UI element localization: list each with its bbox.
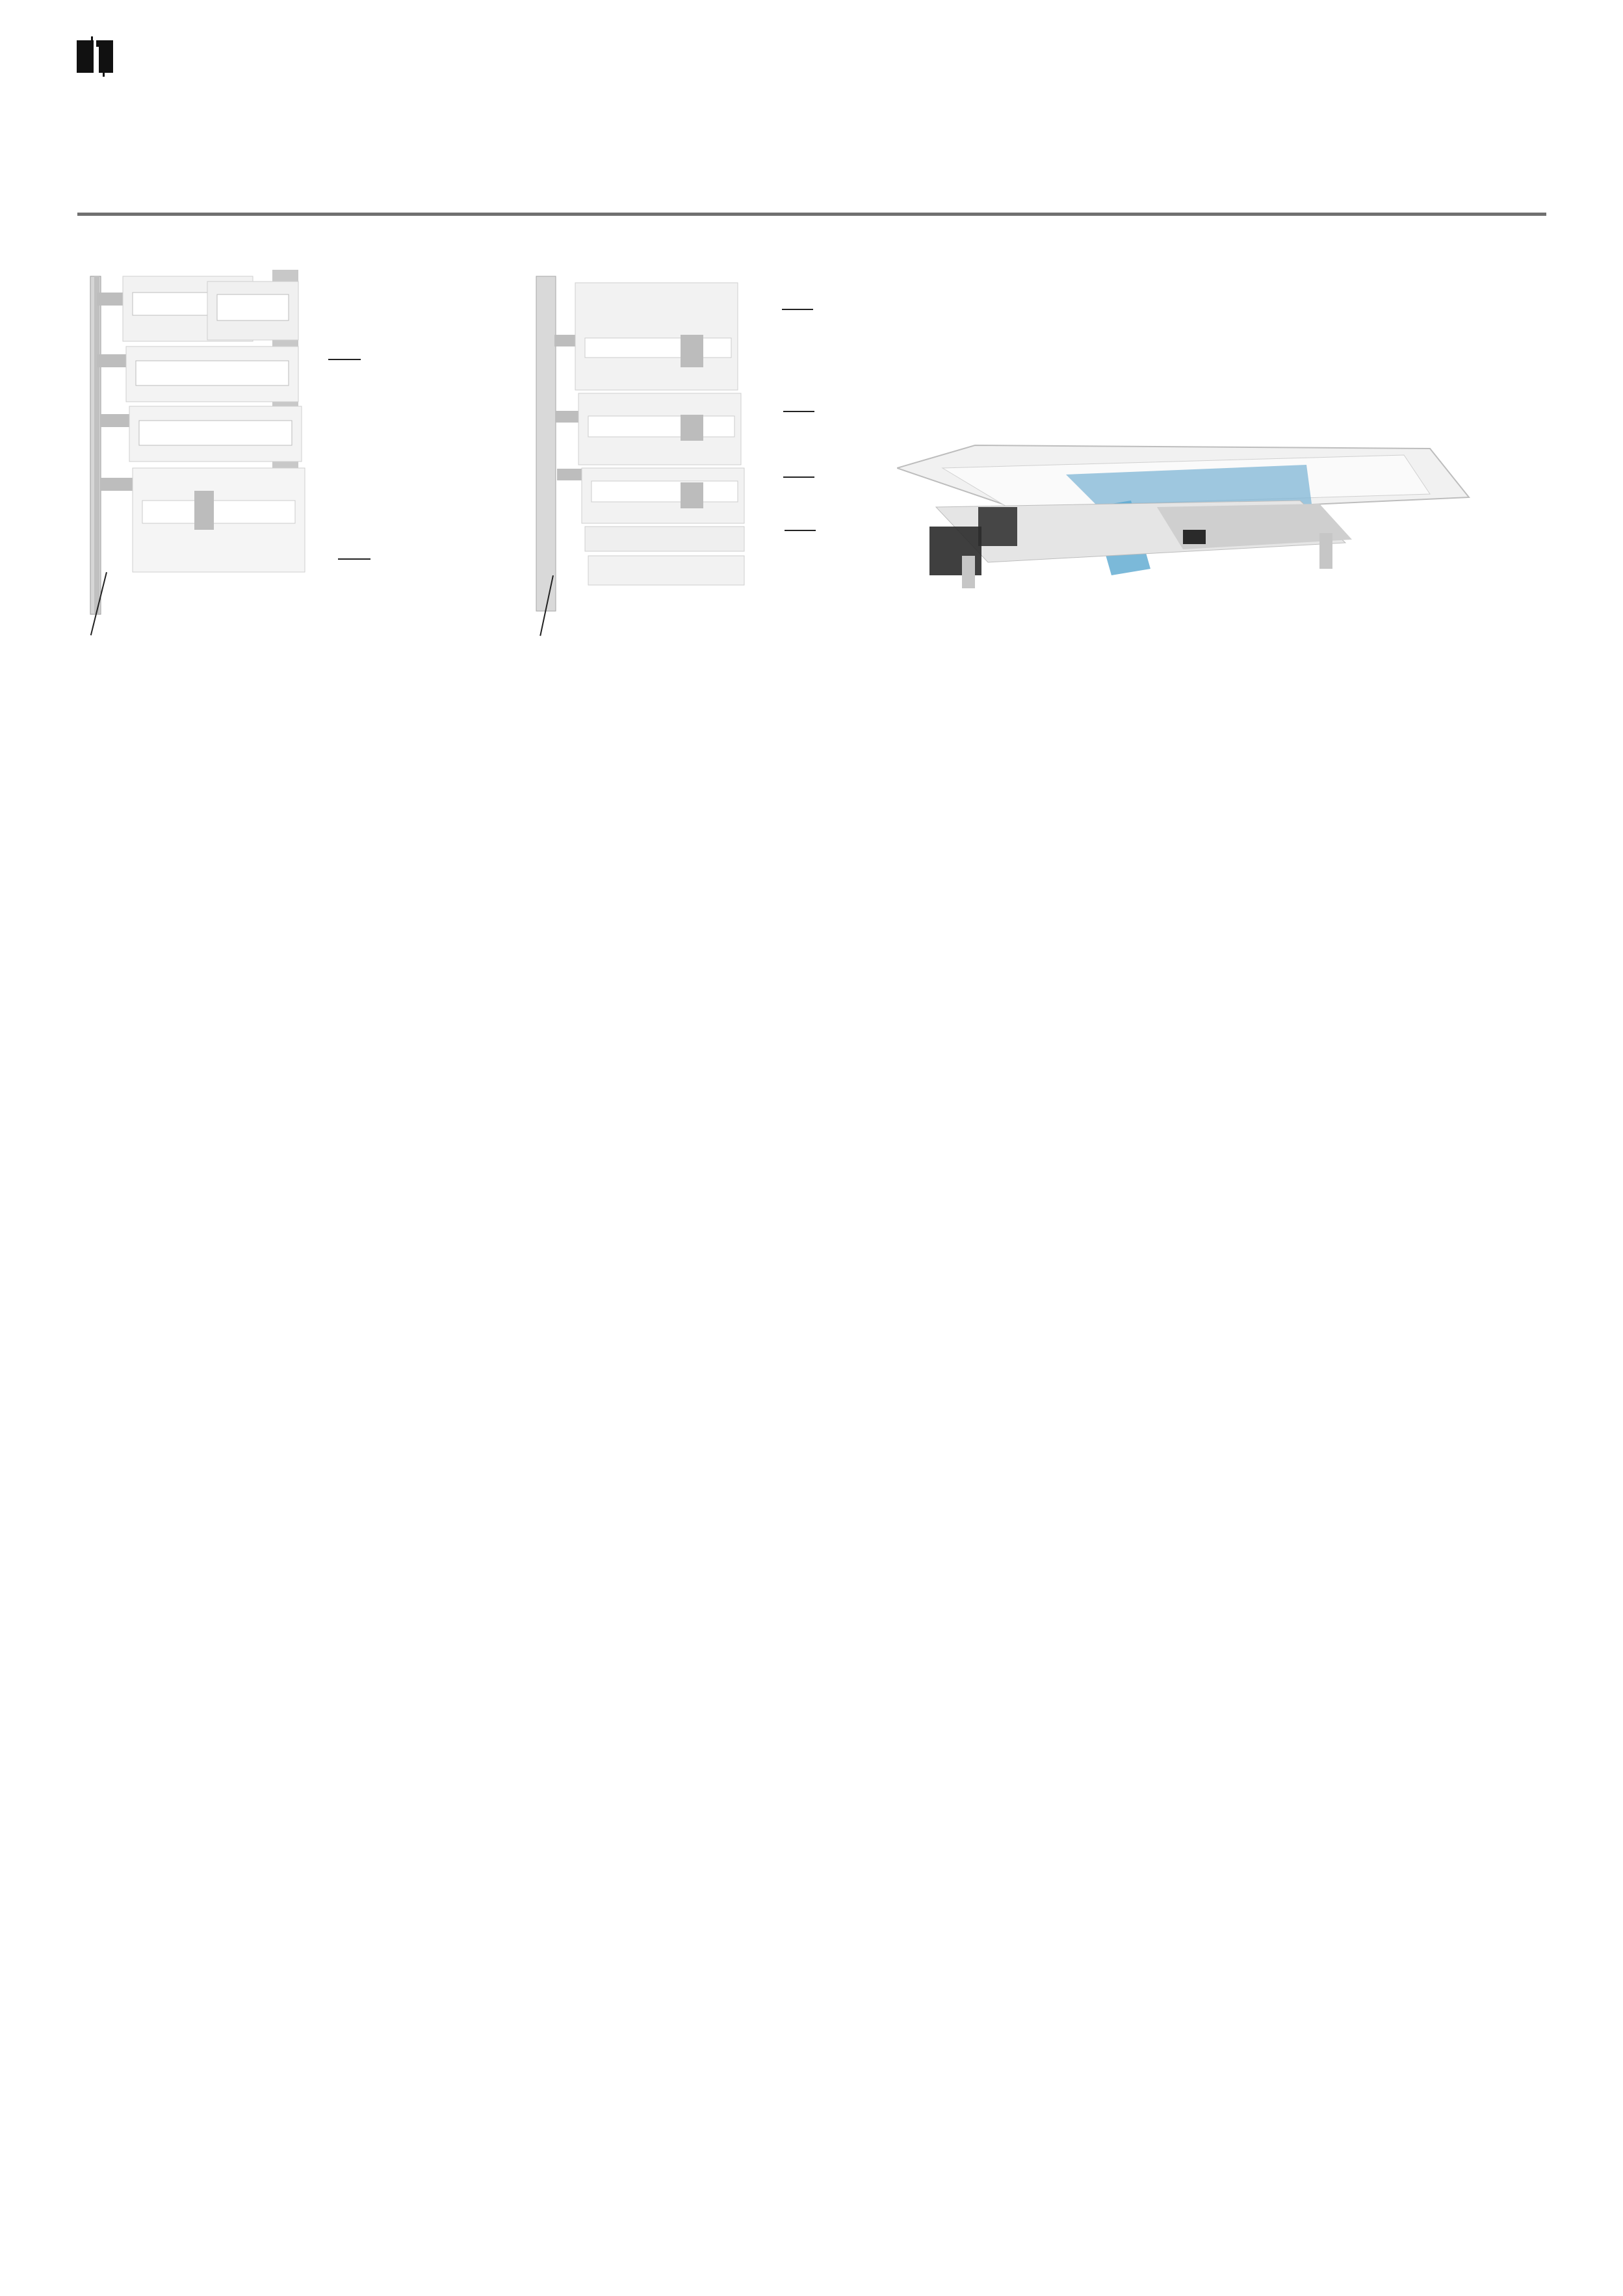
leader-line — [783, 476, 814, 478]
figure-assembly-3d — [897, 403, 1547, 618]
figure-montante-4-330-31 — [530, 267, 829, 631]
legrand-logo — [77, 34, 121, 86]
frame-illustration-3 — [897, 403, 1547, 618]
frame-illustration-2 — [530, 267, 829, 631]
leader-line — [783, 411, 814, 412]
title-divider — [77, 213, 1546, 216]
leader-line — [338, 558, 370, 560]
leader-line — [328, 359, 361, 360]
legrand-mark-icon — [77, 36, 113, 77]
figure-montante-4-330-21 — [77, 263, 467, 640]
leader-line — [782, 309, 813, 310]
frame-illustration-1 — [77, 263, 467, 640]
leader-line — [785, 530, 816, 531]
